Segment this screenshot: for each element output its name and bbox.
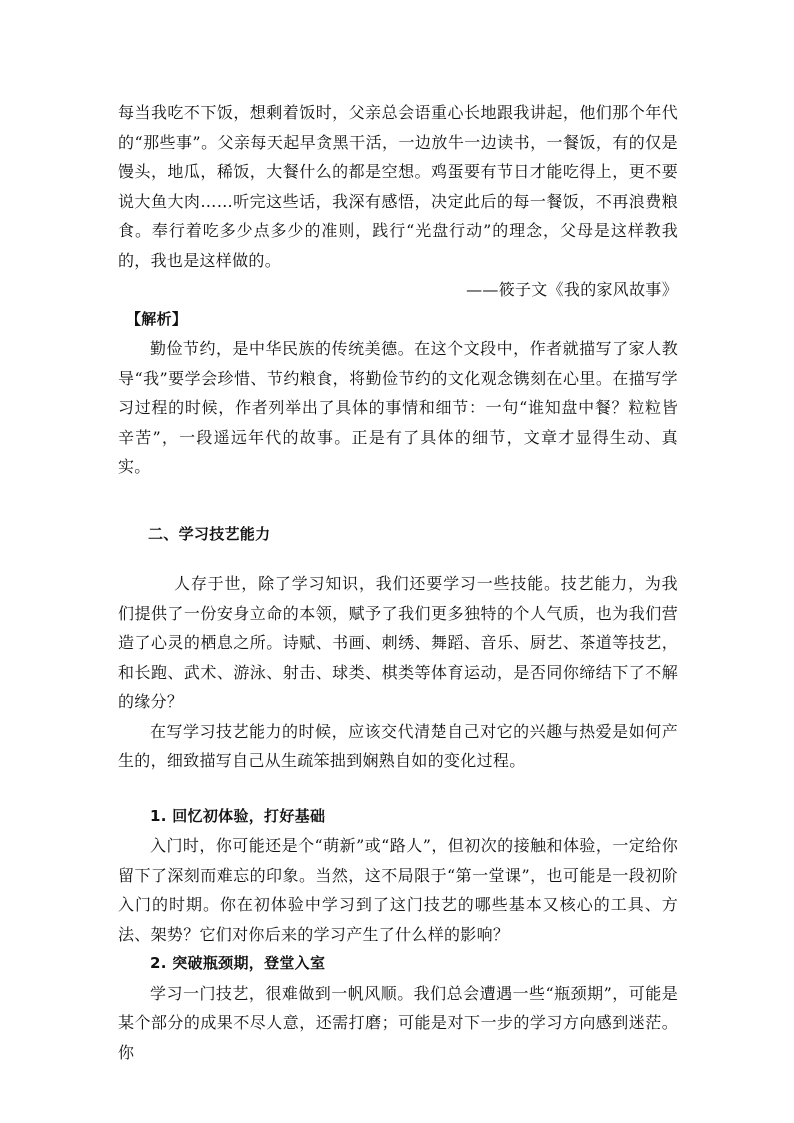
analysis-paragraph: 勤俭节约，是中华民族的传统美德。在这个文段中，作者就描写了家人教导“我”要学会珍惜、节约粮食，将勤俭节约的文化观念镌刻在心里。在描写学习过程的时候，作者列举出了具体的事情和细节：一句“谁知盘中餐？粒粒皆辛苦”，一段遥远年代的故事。正是有了具体的细节，文章才显得生动、真实。 (118, 339, 678, 476)
page-content (118, 98, 678, 1067)
subsection-heading-2: 2. 突破瓶颈期，登堂入室 (150, 954, 326, 972)
section-paragraph-1: 人存于世，除了学习知识，我们还要学习一些技能。技艺能力，为我们提供了一份安身立命的本领，赋予了我们更多独特的个人气质，也为我们营造了心灵的栖息之所。诗赋、书画、刺绣、舞蹈、音乐、厨艺、茶道等技艺，和长跑、武术、游泳、射击、球类、棋类等体育运动，是否同你缔结下了不解的缘分？ (118, 574, 678, 711)
section-paragraph-2: 在写学习技艺能力的时候，应该交代清楚自己对它的兴趣与热爱是如何产生的，细致描写自己从生疏笨拙到娴熟自如的变化过程。 (118, 721, 678, 770)
analysis-label: 【解析】 (126, 309, 188, 328)
spacer (118, 776, 678, 802)
subsection-paragraph-2: 学习一门技艺，很难做到一帆风顺。我们总会遭遇一些“瓶颈期”，可能是某个部分的成果不尽人意，还需打磨；可能是对下一步的学习方向感到迷茫。你 (118, 983, 678, 1062)
subsection-paragraph-1: 入门时，你可能还是个“萌新”或“路人”，但初次的接触和体验，一定给你留下了深刻而难忘的印象。当然，这不局限于“第一堂课”，也可能是一段初阶入门的时期。你在初体验中学习到了这门技艺的哪些基本又核心的工具、方法、架势？它们对你后来的学习产生了什么样的影响？ (118, 836, 678, 944)
story-paragraph: 每当我吃不下饭，想剩着饭时，父亲总会语重心长地跟我讲起，他们那个年代的“那些事”。父亲每天起早贪黑干活，一边放牛一边读书，一餐饭，有的仅是馒头，地瓜，稀饭，大餐什么的都是空想。鸡蛋要有节日才能吃得上，更不要说大鱼大肉……听完这些话，我深有感悟，决定此后的每一餐饭，不再浪费粮食。奉行着吃多少点多少的准则，践行“光盘行动”的理念，父母是这样教我的，我也是这样做的。 (118, 103, 678, 270)
spacer (118, 482, 678, 520)
attribution: ——筱子文《我的家风故事》 (466, 280, 678, 299)
spacer (118, 549, 678, 569)
subsection-heading-1: 1. 回忆初体验，打好基础 (150, 806, 326, 825)
section-heading: 二、学习技艺能力 (148, 524, 271, 543)
